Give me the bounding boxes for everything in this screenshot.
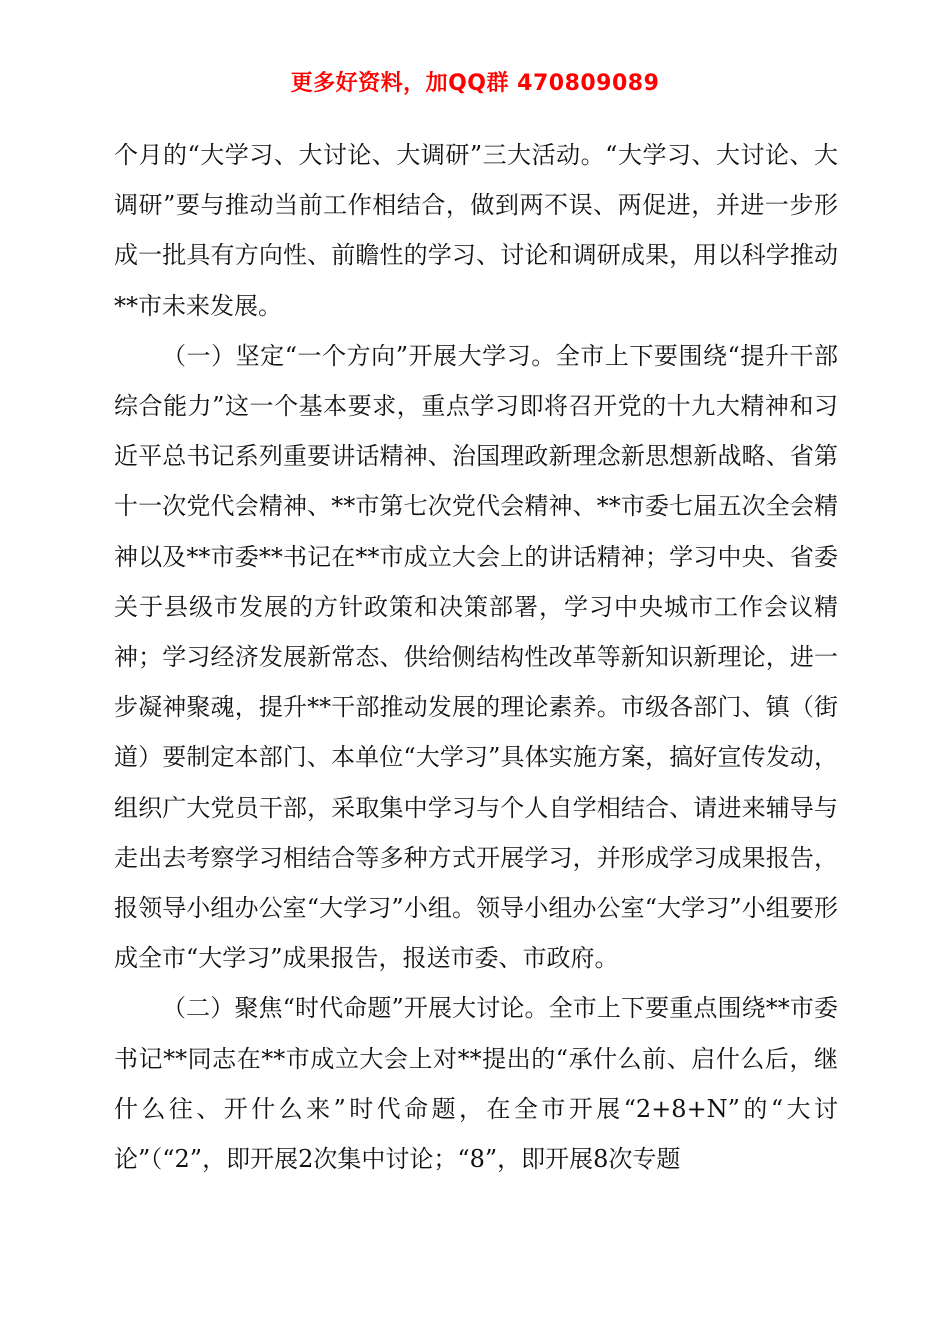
paragraph-discussion: （二）聚焦“时代命题”开展大讨论。全市上下要重点围绕**市委书记**同志在**市成立大会上对**提出的“承什么前、启什么后，继什么往、开什么来”时代命题，在全市开展“2+8+N”的“大讨论”（“2”，即开展2次集中讨论；“8”，即开展8次专题 — [114, 994, 838, 1174]
document-body — [114, 130, 838, 1184]
promo-banner: 更多好资料，加QQ群 470809089 — [290, 71, 660, 96]
paragraph-study: （一）坚定“一个方向”开展大学习。全市上下要围绕“提升干部综合能力”这一个基本要求，重点学习即将召开党的十九大精神和习近平总书记系列重要讲话精神、治国理政新理念新思想新战略、省第十一次党代会精神、**市第七次党代会精神、**市委七届五次全会精神以及**市委**书记在**市成立大会上的讲话精神；学习中央、省委关于县级市发展的方针政策和决策部署，学习中央城市工作会议精神；学习经济发展新常态、供给侧结构性改革等新知识新理论，进一步凝神聚魂，提升**干部推动发展的理论素养。市级各部门、镇（街道）要制定本部门、本单位“大学习”具体实施方案，搞好宣传发动，组织广大党员干部，采取集中学习与个人自学相结合、请进来辅导与走出去考察学习相结合等多种方式开展学习，并形成学习成果报告，报领导小组办公室“大学习”小组。领导小组办公室“大学习”小组要形成全市“大学习”成果报告，报送市委、市政府。 — [114, 341, 838, 973]
paragraph-intro: 个月的“大学习、大讨论、大调研”三大活动。“大学习、大讨论、大调研”要与推动当前工作相结合，做到两不误、两促进，并进一步形成一批具有方向性、前瞻性的学习、讨论和调研成果，用以科学推动**市未来发展。 — [114, 141, 838, 320]
